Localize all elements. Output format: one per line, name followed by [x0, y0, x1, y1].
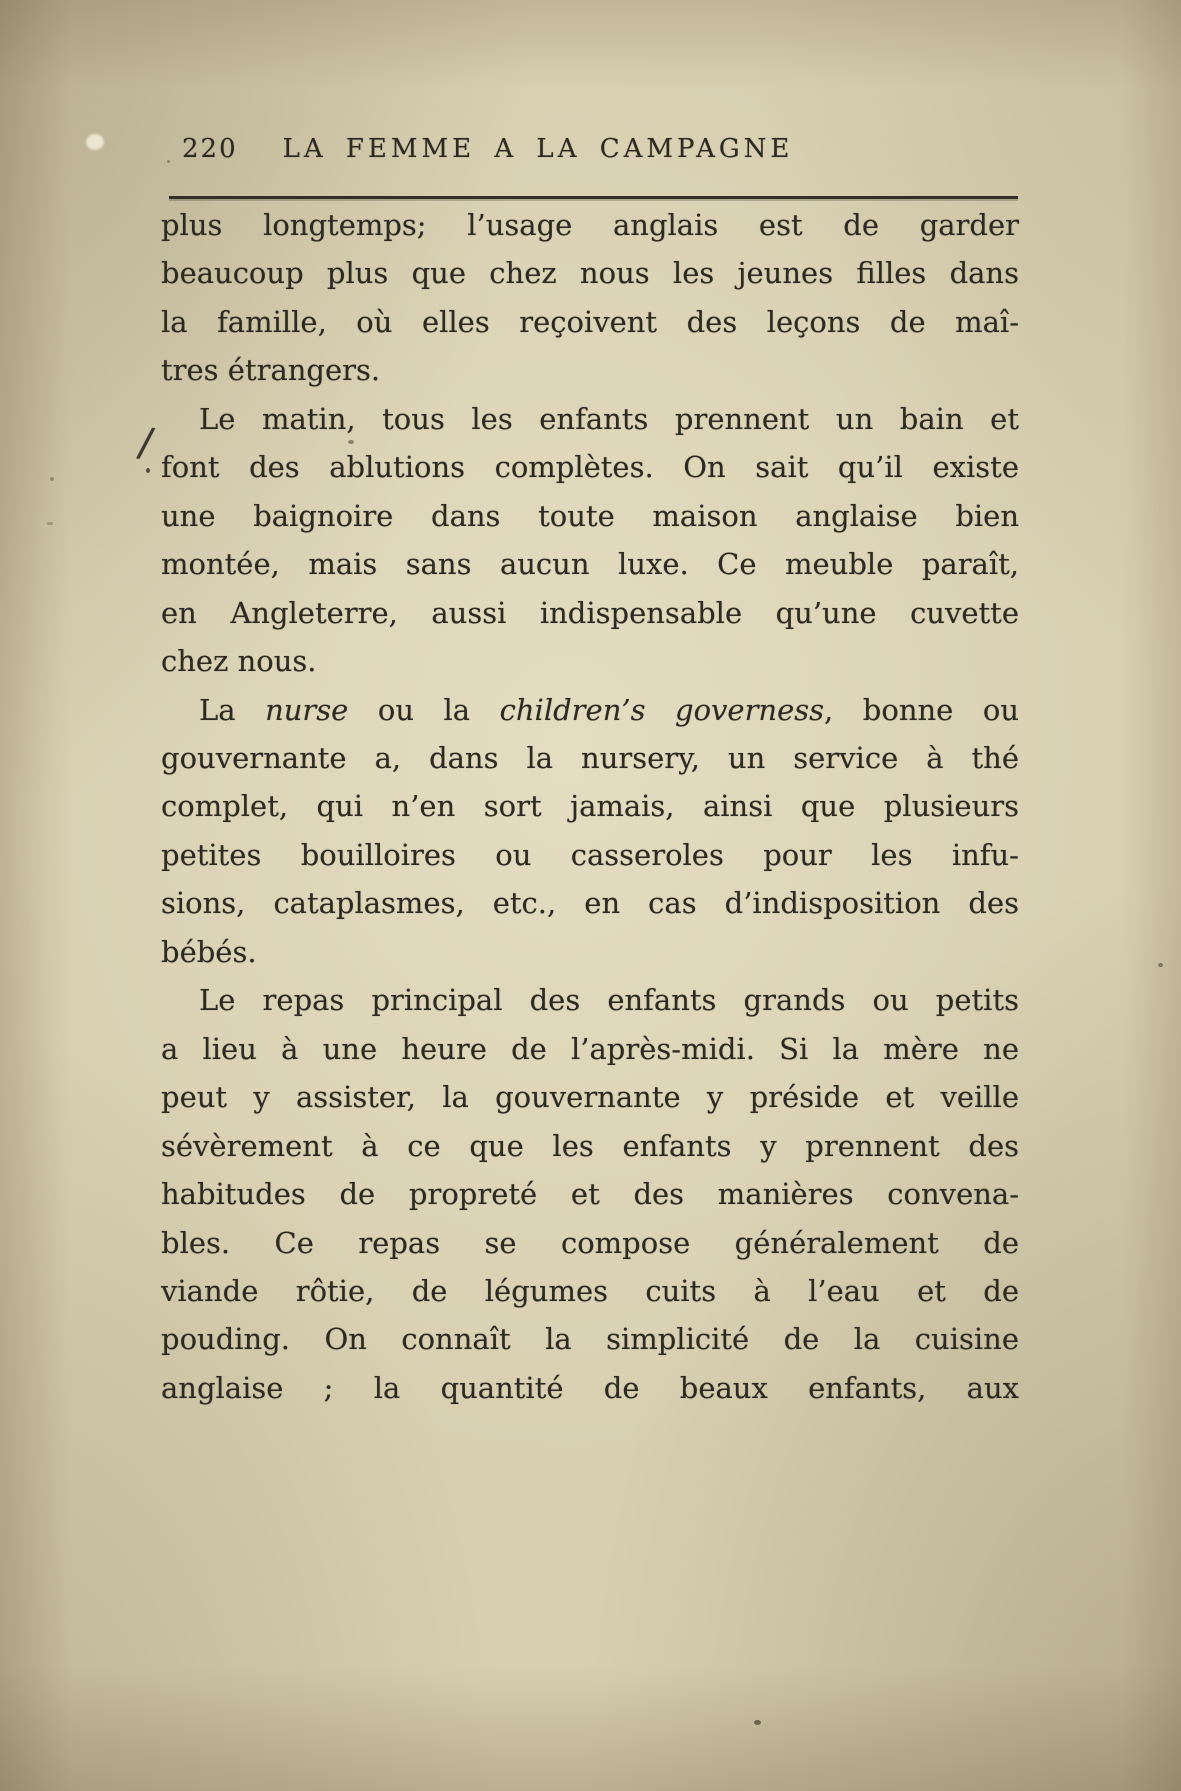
- text-run: , bonne ou: [824, 692, 1019, 727]
- margin-ink-mark: /: [135, 419, 157, 467]
- text-line: sions, cataplasmes, etc., en cas d’indisposition des: [161, 886, 1019, 921]
- page-number: 220: [182, 134, 238, 164]
- text-line: en Angleterre, aussi indispensable qu’une cuvette: [161, 595, 1019, 630]
- running-title: LA FEMME A LA CAMPAGNE: [282, 134, 794, 164]
- text-line: petites bouilloires ou casseroles pour les infu-: [161, 837, 1019, 872]
- text-line: habitudes de propreté et des manières convena-: [161, 1177, 1019, 1212]
- body-text: [161, 201, 1019, 1412]
- text-line: sévèrement à ce que les enfants y prennent des: [161, 1128, 1019, 1163]
- text-run: La: [199, 692, 266, 727]
- paper-light-spot: [86, 134, 104, 150]
- ink-speck: [754, 1720, 761, 1725]
- text-run-italic: nurse: [265, 692, 349, 727]
- text-line: viande rôtie, de légumes cuits à l’eau et de: [161, 1273, 1019, 1308]
- text-line: plus longtemps; l’usage anglais est de garder: [161, 208, 1019, 242]
- ink-speck: [167, 160, 170, 163]
- page-header: [161, 128, 1019, 170]
- text-line: peut y assister, la gouvernante y préside et veille: [161, 1080, 1019, 1115]
- text-line: Le repas principal des enfants grands ou petits: [199, 983, 1019, 1018]
- text-line: [161, 686, 1019, 734]
- ink-speck: [146, 468, 150, 473]
- text-line: gouvernante a, dans la nursery, un service à thé: [161, 740, 1019, 775]
- header-rule: [169, 196, 1018, 199]
- text-line: Le matin, tous les enfants prennent un bain et: [199, 401, 1019, 436]
- text-line: anglaise ; la quantité de beaux enfants, aux: [161, 1370, 1019, 1405]
- text-line: beaucoup plus que chez nous les jeunes filles dans: [161, 256, 1019, 291]
- text-line: bles. Ce repas se compose généralement de: [161, 1225, 1019, 1260]
- text-line: chez nous.: [161, 644, 317, 679]
- text-line: a lieu à une heure de l’après-midi. Si la mère ne: [161, 1031, 1019, 1066]
- text-run-italic: children’s governess: [499, 692, 825, 727]
- ink-speck: [50, 477, 54, 481]
- text-run: ou la: [348, 692, 500, 727]
- text-line: complet, qui n’en sort jamais, ainsi que plusieurs: [161, 789, 1019, 824]
- ink-speck: [1158, 963, 1163, 967]
- text-line: tres étrangers.: [161, 353, 381, 388]
- ink-speck: [348, 440, 354, 444]
- text-line: montée, mais sans aucun luxe. Ce meuble paraît,: [161, 547, 1019, 582]
- text-line: la famille, où elles reçoivent des leçons de maî-: [161, 304, 1019, 339]
- ink-speck: [47, 522, 53, 525]
- text-line: une baignoire dans toute maison anglaise bien: [161, 498, 1019, 533]
- text-line: bébés.: [161, 934, 257, 969]
- text-line: font des ablutions complètes. On sait qu’il existe: [161, 450, 1019, 485]
- text-line: pouding. On connaît la simplicité de la cuisine: [161, 1322, 1019, 1357]
